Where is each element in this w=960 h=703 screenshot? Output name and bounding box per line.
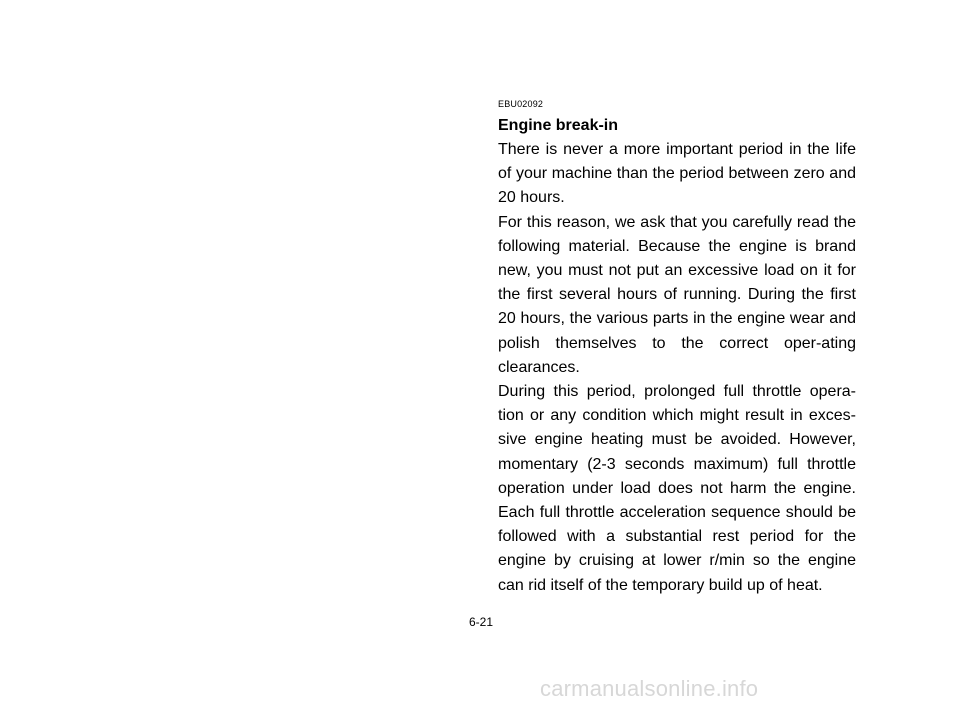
watermark: carmanualsonline.info <box>540 676 759 701</box>
text-column <box>498 98 856 598</box>
paragraph-reason: For this reason, we ask that you carefully read the following material. Because the engine is brand new, you must not put an excessive load on it for the first several hours of running. During the first 20 hours, the various parts in the engine wear and polish themselves to the correct oper-ating clearances. <box>498 213 856 376</box>
section-title: Engine break-in <box>498 117 619 134</box>
section-code: EBU02092 <box>498 99 544 109</box>
paragraph-throttle: During this period, prolonged full throttle opera-tion or any condition which might result in exces-sive engine heating must be avoided. However, momentary (2-3 seconds maximum) full throttle operation under load does not harm the engine. Each full throttle acceleration sequence should be followed with a substantial rest period for the engine by cruising at lower r/min so the engine can rid itself of the temporary build up of heat. <box>498 383 856 594</box>
paragraph-intro: There is never a more important period in the life of your machine than the period between zero and 20 hours. <box>498 141 856 207</box>
page-number: 6-21 <box>468 615 494 629</box>
